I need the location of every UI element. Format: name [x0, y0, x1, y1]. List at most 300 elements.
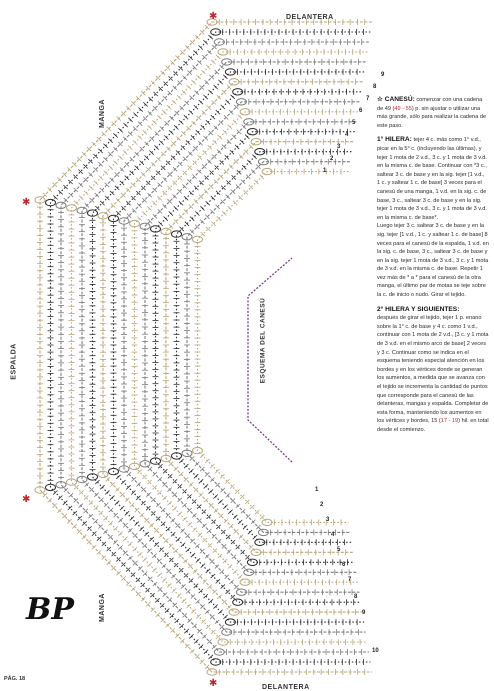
stitch-mark	[238, 575, 242, 579]
stitch-mark	[192, 121, 196, 125]
stitch-mark	[146, 493, 150, 497]
stitch-mark	[138, 135, 142, 139]
stitch-mark	[251, 170, 255, 174]
instructions-column	[377, 96, 489, 441]
stitch-mark	[151, 81, 155, 85]
stitch-mark	[192, 513, 196, 517]
row2-heading: 2° HILERA Y SIGUIENTES:	[377, 305, 460, 313]
row-number: 10	[372, 648, 379, 654]
stitch-mark	[128, 556, 132, 560]
stitch-mark	[166, 147, 170, 151]
stitch-mark	[190, 649, 194, 653]
stitch-mark	[118, 128, 122, 132]
stitch-mark	[109, 166, 113, 170]
stitch-mark	[173, 167, 177, 171]
label-manga-bottom: MANGA	[98, 593, 106, 622]
stitch-mark	[100, 485, 104, 489]
stitch-mark	[179, 201, 183, 205]
row-number: 3	[337, 144, 341, 150]
esquema-line	[248, 258, 292, 462]
stitch-mark	[204, 650, 208, 654]
stitch-mark	[58, 178, 62, 182]
stitch-mark	[223, 505, 227, 509]
stitch-mark	[260, 175, 264, 179]
stitch-mark	[199, 100, 203, 104]
cluster-mark	[233, 599, 243, 605]
intro-size-range: 49 - 55	[394, 105, 412, 112]
label-esquema-del-canesu: ESQUEMA DEL CANESÚ	[259, 297, 267, 384]
stitch-row-line	[198, 172, 349, 523]
stitch-mark	[223, 130, 227, 134]
stitch-mark	[209, 35, 213, 39]
cluster-mark	[229, 609, 239, 615]
stitch-mark	[233, 515, 237, 519]
stitch-mark	[209, 489, 213, 493]
row-number: 8	[354, 594, 358, 600]
stitch-mark	[85, 483, 89, 487]
stitch-mark	[152, 568, 156, 572]
stitch-mark	[174, 206, 178, 210]
stitch-mark	[161, 71, 165, 75]
stitch-mark	[123, 150, 127, 154]
stitch-mark	[239, 155, 243, 159]
stitch-mark	[148, 125, 152, 129]
stitch-mark	[177, 594, 181, 598]
stitch-mark	[94, 181, 98, 185]
stitch-mark	[118, 518, 122, 522]
stitch-mark	[92, 142, 96, 146]
row1-paragraph	[377, 136, 489, 299]
stitch-mark	[202, 634, 206, 638]
stitch-mark	[79, 504, 83, 508]
stitch-mark	[137, 216, 141, 220]
row-number: 5	[337, 547, 341, 553]
corner-asterisk-icon: ✱	[209, 11, 218, 22]
stitch-row-line	[135, 112, 358, 582]
stitch-mark	[189, 483, 193, 487]
stitch-mark	[120, 506, 124, 510]
stitch-mark	[141, 597, 145, 601]
stitch-mark	[163, 177, 167, 181]
stitch-mark	[184, 196, 188, 200]
stitch-mark	[222, 211, 226, 215]
stitch-mark	[187, 85, 191, 89]
row-number: 7	[366, 96, 370, 102]
stitch-mark	[148, 563, 152, 567]
stitch-mark	[128, 118, 132, 122]
intro-text: comenzar con una cadena de 49 (	[377, 97, 483, 112]
stitch-mark	[200, 454, 204, 458]
stitch-mark	[183, 517, 187, 521]
stitch-mark	[218, 80, 222, 84]
row-number: 1	[323, 168, 327, 174]
stitch-mark	[179, 459, 183, 463]
stitch-mark	[209, 90, 213, 94]
stitch-mark	[121, 480, 125, 484]
cluster-mark	[193, 236, 203, 242]
row-number: 8	[373, 84, 377, 90]
stitch-mark	[206, 201, 210, 205]
stitch-mark	[148, 111, 152, 115]
stitch-mark	[141, 173, 145, 177]
row1-heading: 1° HILERA:	[377, 136, 412, 144]
row-number: 2	[330, 156, 334, 162]
stitch-mark	[179, 120, 183, 124]
row-number: 9	[381, 72, 385, 78]
stitch-mark	[218, 610, 222, 614]
stitch-mark	[167, 105, 171, 109]
stitch-mark	[245, 135, 249, 139]
stitch-mark	[131, 587, 135, 591]
row-number: 5	[352, 120, 356, 126]
stitch-mark	[173, 194, 177, 198]
cluster-mark	[218, 639, 228, 645]
stitch-mark	[226, 195, 230, 199]
row2-text-continued: ) hil. en total desde el comienzo.	[377, 418, 489, 433]
row-number: 3	[326, 517, 330, 523]
stitch-mark	[251, 520, 255, 524]
stitch-mark	[188, 152, 192, 156]
stitch-mark	[149, 523, 153, 527]
stitch-mark	[128, 528, 132, 532]
stitch-mark	[168, 488, 172, 492]
row2-size-range: 17 - 19	[440, 418, 459, 425]
stitch-mark	[223, 75, 227, 79]
stitch-mark	[116, 198, 120, 202]
stitch-mark	[229, 110, 233, 114]
stitch-mark	[181, 529, 185, 533]
stitch-mark	[79, 196, 83, 200]
row-number: 4	[345, 132, 349, 138]
stitch-mark	[206, 120, 210, 124]
stitch-mark	[204, 40, 208, 44]
stitch-mark	[242, 125, 246, 129]
stitch-mark	[99, 176, 103, 180]
stitch-row-line	[124, 102, 359, 592]
stitch-mark	[113, 133, 117, 137]
stitch-mark	[214, 126, 218, 130]
stitch-mark	[184, 115, 188, 119]
stitch-mark	[164, 135, 168, 139]
stitch-mark	[110, 178, 114, 182]
row-number: 7	[348, 577, 352, 583]
stitch-mark	[172, 574, 176, 578]
stitch-mark	[138, 539, 142, 543]
stitch-mark	[192, 80, 196, 84]
cluster-mark	[130, 463, 140, 469]
stitch-mark	[173, 506, 177, 510]
stitch-mark	[133, 140, 137, 144]
stitch-mark	[217, 595, 221, 599]
stitch-mark	[58, 509, 62, 513]
stitch-mark	[195, 462, 199, 466]
row-number: 6	[359, 108, 363, 114]
stitch-mark	[104, 171, 108, 175]
cluster-mark	[109, 215, 119, 221]
stitch-mark	[123, 137, 127, 141]
row-number: 4	[331, 532, 335, 538]
stitch-mark	[228, 125, 232, 129]
stitch-mark	[211, 115, 215, 119]
label-delantera-bottom: DELANTERA	[262, 684, 310, 691]
stitch-mark	[189, 110, 193, 114]
stitch-mark	[243, 525, 247, 529]
page-number: PÁG. 18	[4, 676, 26, 682]
stitch-mark	[204, 190, 208, 194]
stitch-mark	[178, 512, 182, 516]
stitch-mark	[106, 477, 110, 481]
intro-text-continued: ) p. sin ajustar o utilizar una más grande, sólo para realizar la cadena de este paso.	[377, 105, 487, 129]
stitch-mark	[171, 518, 175, 522]
stitch-mark	[215, 620, 219, 624]
stitch-mark	[95, 193, 99, 197]
stitch-mark	[168, 501, 172, 505]
stitch-mark	[159, 534, 163, 538]
stitch-mark	[170, 116, 174, 120]
stitch-mark	[221, 105, 225, 109]
stitch-mark	[184, 464, 188, 468]
stitch-mark	[199, 645, 203, 649]
stitch-mark	[189, 469, 193, 473]
stitch-mark	[169, 211, 173, 215]
stitch-mark	[94, 493, 98, 497]
stitch-mark	[82, 152, 86, 156]
stitch-mark	[200, 206, 204, 210]
stitch-mark	[205, 610, 209, 614]
stitch-row-line	[103, 82, 363, 612]
stitch-mark	[172, 100, 176, 104]
stitch-mark	[116, 571, 120, 575]
stitch-mark	[211, 196, 215, 200]
stitch-mark	[206, 569, 210, 573]
stitch-mark	[233, 570, 237, 574]
stitch-mark	[143, 558, 147, 562]
intro-paragraph	[377, 96, 489, 130]
stitch-mark	[143, 130, 147, 134]
stitch-mark	[194, 199, 198, 203]
stitch-mark	[178, 608, 182, 612]
stitch-mark	[174, 125, 178, 129]
stitch-mark	[128, 145, 132, 149]
stitch-mark	[120, 167, 124, 171]
stitch-mark	[84, 191, 88, 195]
stitch-mark	[201, 70, 205, 74]
stitch-mark	[215, 565, 219, 569]
stitch-mark	[138, 108, 142, 112]
stitch-mark	[147, 193, 151, 197]
stitch-mark	[186, 548, 190, 552]
row-number: 9	[362, 610, 366, 616]
stitch-mark	[205, 80, 209, 84]
stitch-mark	[206, 65, 210, 69]
corner-asterisk-icon: ✱	[22, 494, 31, 505]
stitch-mark	[247, 160, 251, 164]
corner-asterisk-icon: ✱	[22, 197, 31, 208]
stitch-mark	[110, 496, 114, 500]
stitch-mark	[229, 165, 233, 169]
stitch-mark	[48, 188, 52, 192]
stitch-mark	[201, 564, 205, 568]
stitch-mark	[162, 110, 166, 114]
stitch-mark	[207, 159, 211, 163]
stitch-mark	[204, 95, 208, 99]
stitch-mark	[183, 76, 187, 80]
stitch-mark	[213, 605, 217, 609]
label-delantera-top: DELANTERA	[286, 14, 334, 21]
stitch-mark	[74, 201, 78, 205]
stitch-mark	[145, 142, 149, 146]
stitch-mark	[173, 86, 177, 90]
stitch-mark	[162, 564, 166, 568]
stitch-mark	[194, 474, 198, 478]
stitch-mark	[113, 161, 117, 165]
stitch-mark	[228, 510, 232, 514]
stitch-row-line	[156, 132, 355, 563]
stitch-mark	[238, 520, 242, 524]
stitch-mark	[205, 554, 209, 558]
row-number: 2	[320, 502, 324, 508]
stitch-mark	[182, 90, 186, 94]
stitch-mark	[125, 511, 129, 515]
stitch-row-line	[40, 22, 372, 672]
stitch-mark	[183, 559, 187, 563]
cluster-mark	[262, 519, 272, 525]
stitch-mark	[167, 583, 171, 587]
stitch-mark	[123, 123, 127, 127]
stitch-mark	[253, 155, 257, 159]
stitch-mark	[253, 535, 257, 539]
stitch-mark	[200, 220, 204, 224]
stitch-mark	[115, 488, 119, 492]
stitch-mark	[133, 547, 137, 551]
stitch-mark	[204, 484, 208, 488]
stitch-mark	[157, 115, 161, 119]
stitch-mark	[248, 530, 252, 534]
cluster-mark	[247, 559, 257, 565]
stitch-mark	[236, 504, 240, 508]
stitch-mark	[217, 150, 221, 154]
stitch-mark	[227, 550, 231, 554]
stitch-mark	[238, 115, 242, 119]
stitch-mark	[108, 139, 112, 143]
stitch-mark	[195, 35, 199, 39]
stitch-mark	[137, 482, 141, 486]
watermark-bp: BP	[26, 592, 74, 627]
stitch-mark	[89, 186, 93, 190]
stitch-mark	[199, 479, 203, 483]
stitch-mark	[123, 537, 127, 541]
stitch-mark	[216, 110, 220, 114]
stitch-mark	[195, 211, 199, 215]
stitch-mark	[115, 501, 119, 505]
row-number: 1	[315, 487, 319, 493]
stitch-mark	[211, 60, 215, 64]
stitch-mark	[202, 524, 206, 528]
stitch-mark	[185, 45, 189, 49]
stitch-mark	[113, 147, 117, 151]
row2-text: después de girar el tejido, tejer 1 p. enano sobre la 1° c. de base y 4 c. como 1 v.d., continuar con 1 mota de 2 v.d., [3 c. y 1 mota de 3 v.d. en el mismo arco de base] 2 veces y 3 c. Continuar como se indica en el esquema teniendo especial atención en los bordes y en los vértices donde se generan los aumentos, a medida que se avanza con el tejido se incrementa la cantidad de puntos que corresponde para el canesú de las delanteras, mangas y espalda. Completar de esta forma, manteniendo los aumentos en los vértices y bordes, 15 (	[377, 315, 489, 425]
stitch-mark	[164, 217, 168, 221]
stitch-mark	[231, 95, 235, 99]
stitch-mark	[140, 527, 144, 531]
stitch-mark	[217, 539, 221, 543]
corner-asterisk-icon: ✱	[209, 678, 218, 689]
stitch-mark	[191, 553, 195, 557]
stitch-mark	[172, 588, 176, 592]
stitch-mark	[226, 100, 230, 104]
label-espalda: ESPALDA	[10, 343, 18, 380]
stitch-mark	[239, 535, 243, 539]
stitch-mark	[216, 55, 220, 59]
stitch-mark	[228, 206, 232, 210]
stitch-mark	[152, 120, 156, 124]
stitch-mark	[142, 211, 146, 215]
stitch-mark	[82, 535, 86, 539]
stitch-mark	[210, 478, 214, 482]
stitch-mark	[218, 500, 222, 504]
intro-heading: ☆ CANESÚ:	[377, 96, 415, 103]
stitch-mark	[233, 120, 237, 124]
row2-paragraph	[377, 306, 489, 435]
stitch-mark	[162, 578, 166, 582]
stitch-mark	[130, 516, 134, 520]
stitch-mark	[118, 156, 122, 160]
stitch-mark	[181, 543, 185, 547]
stitch-mark	[79, 183, 83, 187]
stitch-mark	[117, 117, 121, 121]
stitch-mark	[135, 522, 139, 526]
stitch-mark	[154, 145, 158, 149]
stitch-mark	[85, 203, 89, 207]
stitch-mark	[196, 75, 200, 79]
stitch-mark	[217, 95, 221, 99]
stitch-mark	[214, 509, 218, 513]
stitch-mark	[157, 573, 161, 577]
stitch-mark	[169, 224, 173, 228]
label-manga-top: MANGA	[98, 99, 106, 128]
stitch-mark	[133, 113, 137, 117]
stitch-mark	[107, 561, 111, 565]
stitch-mark	[240, 140, 244, 144]
row1-text: tejer 4 c. más como 1° v.d., picar en la 5° c. (incluyendo las últimas), y tejer 1 mota de 2 v.d., 3 c. y 1 mota de 3 v.d. en la misma c. de base. Continuar con *3 c., saltear 3 c. de base y en la sig. tejer [1 v.d., 1 c. y saltear 1 c. de base] 3 veces para el canesú de una manga, 1 v.d. en la sig. c. de base, 3 c., saltear 3 c. de base y en la sig. tejer 1 mota de 3 v.d., 3 c. y 1 mota de 3 v.d. en la misma c. de base*.	[377, 137, 487, 221]
stitch-mark	[128, 542, 132, 546]
stitch-mark	[188, 522, 192, 526]
stitch-mark	[223, 615, 227, 619]
stitch-mark	[153, 582, 157, 586]
stitch-mark	[190, 230, 194, 234]
stitch-mark	[193, 569, 197, 573]
stitch-mark	[159, 140, 163, 144]
row1-text-continued: Luego tejer 3 c. saltear 3 c. de base y en la sig. tejer [1 v.d., 1 c. y saltear 1 c. de base] 8 veces para el canesú de la espalda, 1 v.d. en la sig. c. de base, 3 c., saltear 3 c. de base y en la sig. tejer 1 mota de 3 v.d., 3 c. y 1 mota de 3 v.d. en la misma c. de base. Repetir 1 vez más de * a * para el canesú de la otra manga, el último par de motas se teje sobre la c. de inicio o nudo. Girar el tejido.	[377, 223, 489, 299]
stitch-mark	[166, 623, 170, 627]
stitch-mark	[199, 45, 203, 49]
stitch-mark	[196, 558, 200, 562]
stitch-mark	[116, 475, 120, 479]
stitch-mark	[105, 490, 109, 494]
stitch-mark	[138, 552, 142, 556]
stitch-mark	[126, 106, 130, 110]
stitch-row-line	[187, 162, 350, 533]
stitch-mark	[207, 50, 211, 54]
stitch-mark	[163, 204, 167, 208]
stitch-mark	[103, 530, 107, 534]
stitch-mark	[159, 222, 163, 226]
row-number: 6	[342, 562, 346, 568]
stitch-mark	[177, 95, 181, 99]
stitch-mark	[209, 655, 213, 659]
stitch-mark	[89, 173, 93, 177]
stitch-mark	[169, 130, 173, 134]
